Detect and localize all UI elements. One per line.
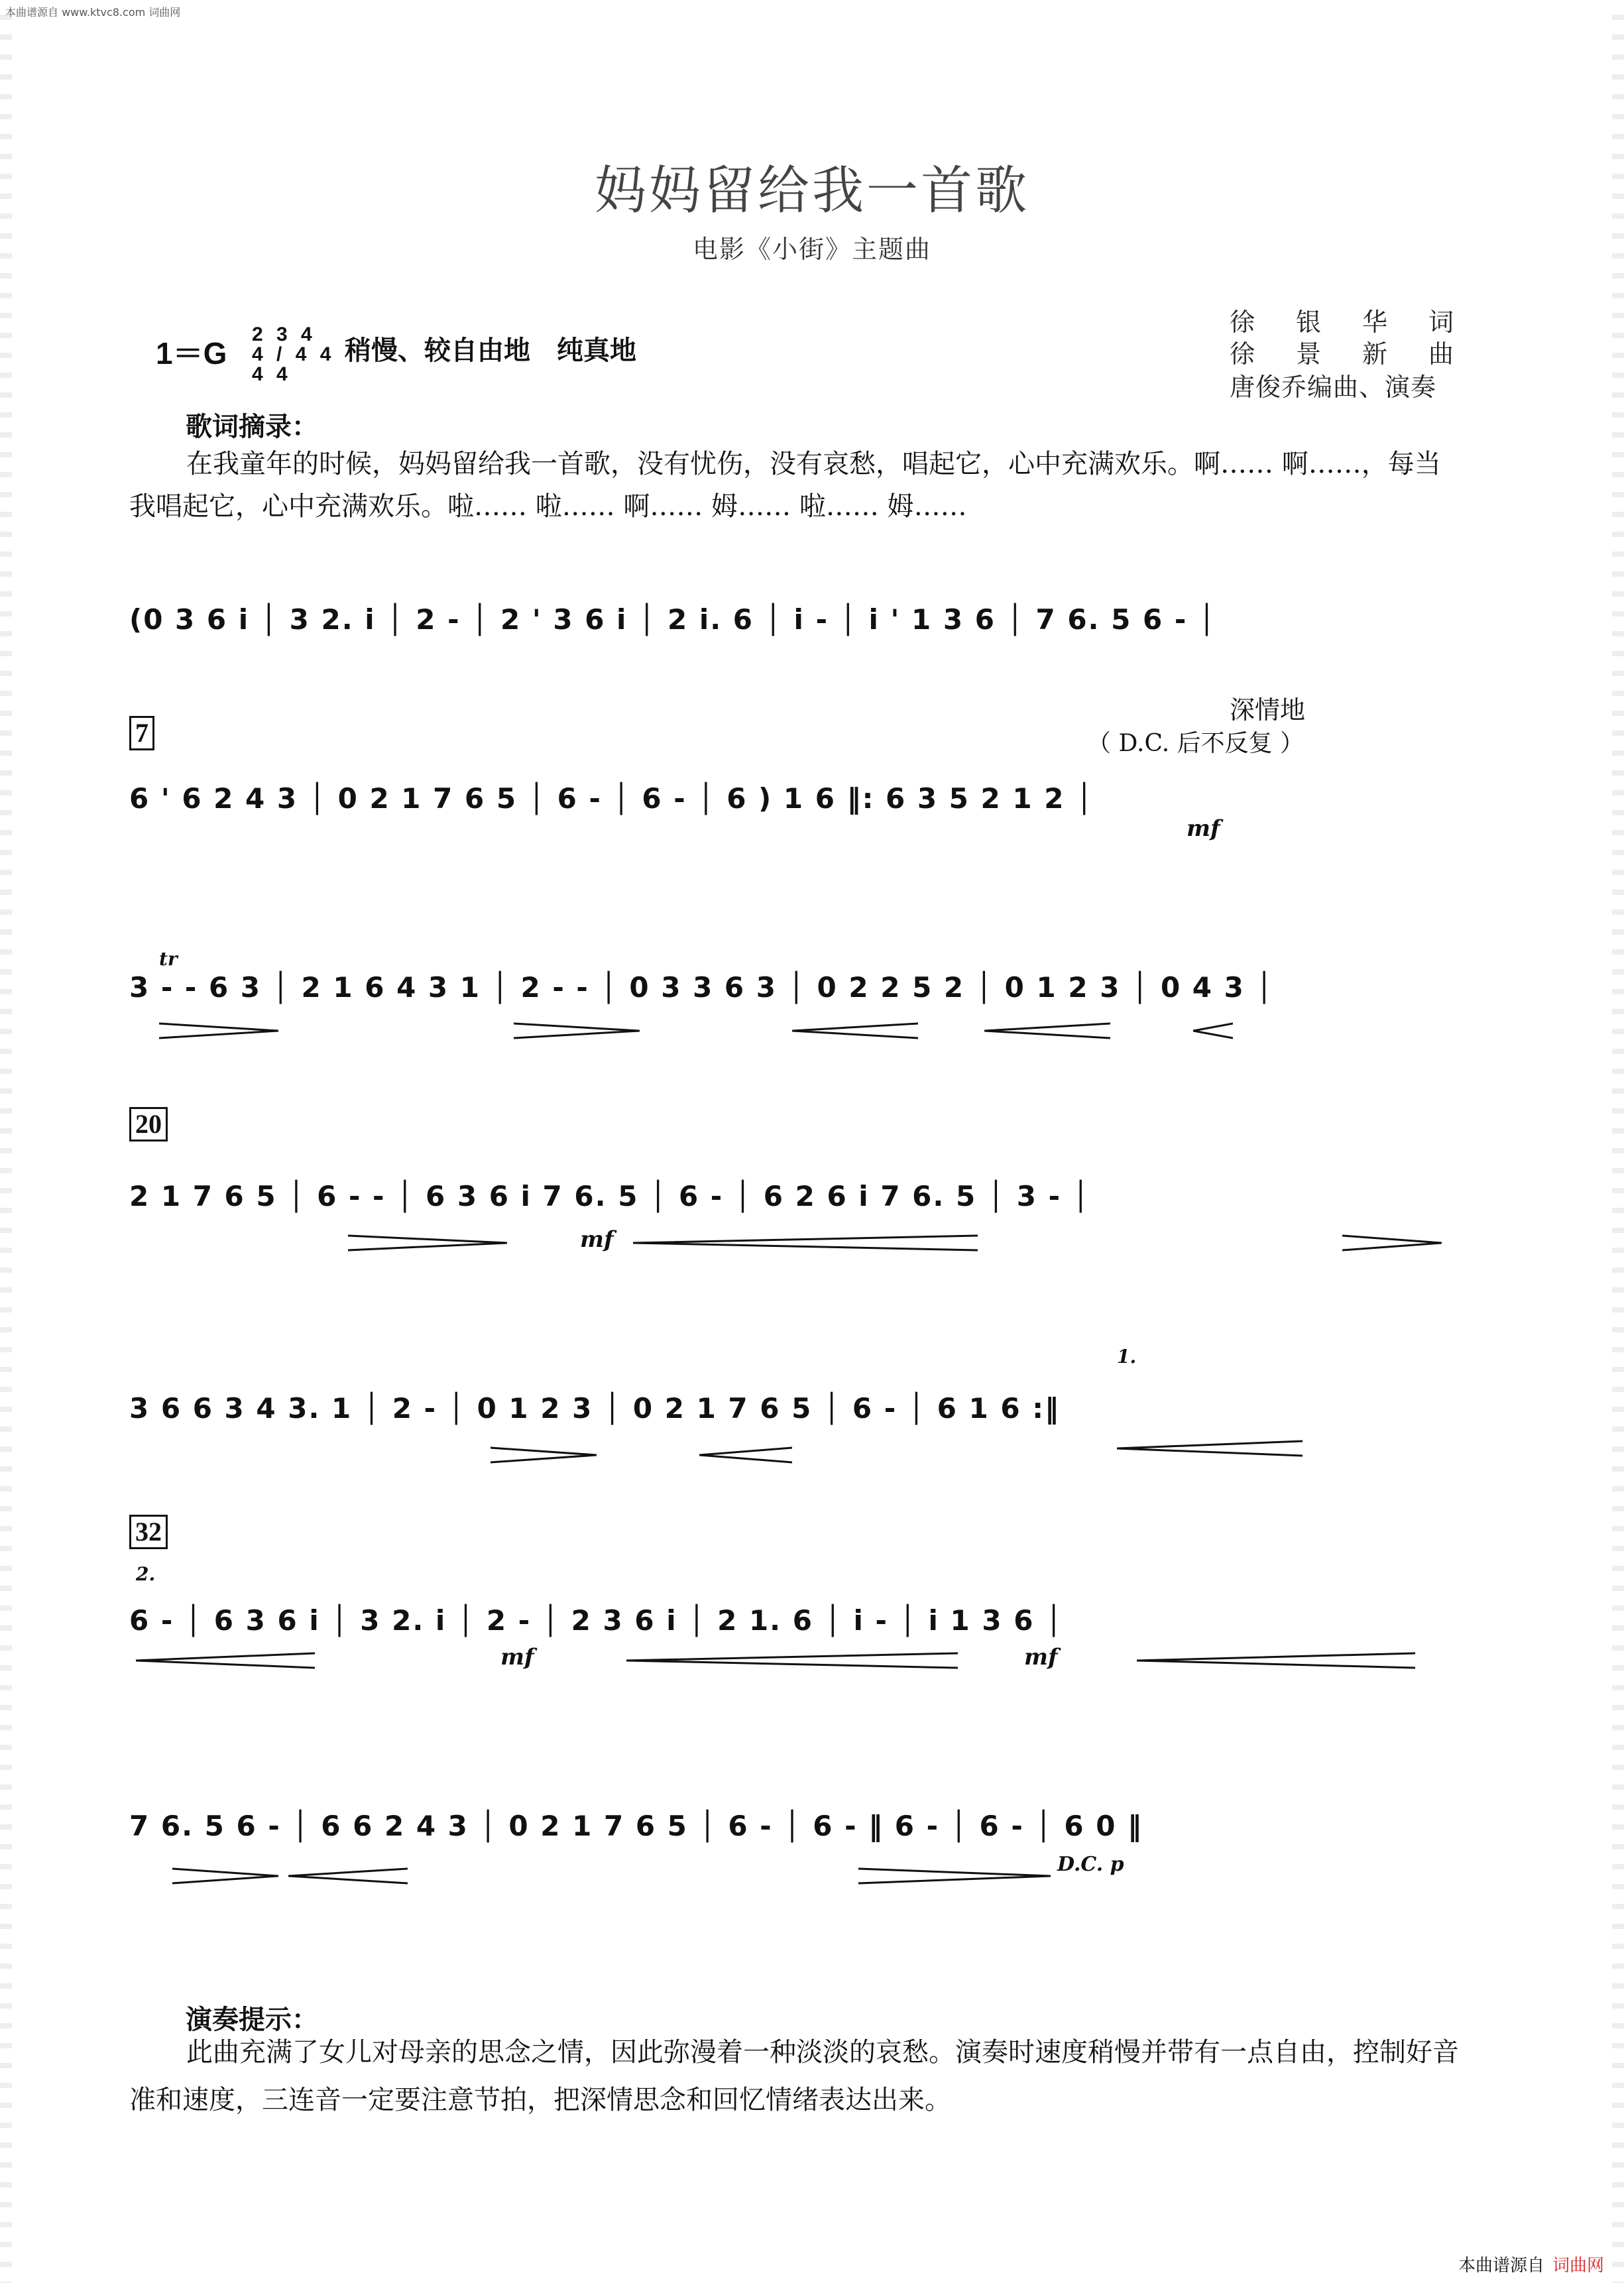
composer-role: 曲: [1428, 339, 1455, 369]
footer-source: [1458, 2252, 1604, 2276]
dynamic-mf: mf: [1187, 815, 1220, 842]
decrescendo-hairpin: [172, 1866, 278, 1886]
score-system-1: [129, 583, 1455, 703]
dynamic-mf: mf: [580, 1226, 614, 1253]
system-5-notes: 3 6 6 3 4 3. 1 │ 2 - │ 0 1 2 3 │ 0 2 1 7 6 5 │ 6 - │ 6 1 6 :‖: [129, 1392, 1061, 1425]
right-margin-strip: [1612, 0, 1624, 2283]
decrescendo-hairpin: [514, 1021, 640, 1041]
crescendo-hairpin: [136, 1651, 315, 1670]
score-system-3: [129, 948, 1455, 1067]
lyrics-heading: 歌词摘录：: [186, 412, 318, 442]
expression-marking: 深情地: [1230, 695, 1306, 725]
trill-mark: tr: [159, 948, 178, 970]
dc-ending: D.C. p: [1057, 1853, 1124, 1876]
composer-name: 徐景新: [1230, 339, 1429, 369]
lyricist-role: 词: [1428, 308, 1455, 337]
crescendo-hairpin: [1117, 1438, 1303, 1458]
footer-brand: 词曲网: [1552, 2256, 1604, 2276]
rehearsal-mark-20: 20: [129, 1107, 168, 1142]
system-1-notes: (0 3 6 i │ 3 2. i │ 2 - │ 2 ' 3 6 i │ 2 i. 6 │ i - │ i ' 1 3 6 │ 7 6. 5 6 - │: [129, 603, 1217, 636]
decrescendo-hairpin: [491, 1445, 597, 1465]
volta-2-label: 2.: [136, 1563, 156, 1585]
crescendo-hairpin: [984, 1021, 1110, 1041]
dynamic-mf: mf: [500, 1644, 534, 1670]
top-watermark: 本曲谱源自 www.ktvc8.com 词曲网: [5, 6, 181, 19]
lyrics-text: 在我童年的时候，妈妈留给我一首歌，没有忧伤，没有哀愁，唱起它，心中充满欢乐。啊…… 啊……，每当我唱起它，心中充满欢乐。啦…… 啦…… 啊…… 姆…… 啦…… 姆……: [129, 449, 1441, 522]
score-system-4: [129, 1140, 1455, 1259]
rehearsal-mark-7: 7: [129, 716, 154, 750]
dc-instruction: （ D.C. 后不反复 ）: [1087, 730, 1305, 757]
footer-source-label: 本曲谱源自: [1458, 2256, 1544, 2276]
decrescendo-hairpin: [1342, 1233, 1442, 1253]
score-system-6: [129, 1551, 1455, 1670]
performance-tips-text: 此曲充满了女儿对母亲的思念之情，因此弥漫着一种淡淡的哀愁。演奏时速度稍慢并带有一点自由，控制好音准和速度，三连音一定要注意节拍，把深情思念和回忆情绪表达出来。: [129, 2037, 1459, 2115]
performance-tips-heading: 演奏提示：: [186, 2005, 318, 2035]
system-6-notes: 6 - │ 6 3 6 i │ 3 2. i │ 2 - │ 2 3 6 i │ 2 1. 6 │ i - │ i 1 3 6 │: [129, 1604, 1064, 1637]
crescendo-hairpin: [792, 1021, 918, 1041]
decrescendo-hairpin: [159, 1021, 278, 1041]
system-2-notes: 6 ' 6 2 4 3 │ 0 2 1 7 6 5 │ 6 - │ 6 - │ 6 ) 1 6 ‖: 6 3 5 2 1 2 │: [129, 782, 1094, 815]
decrescendo-hairpin: [858, 1866, 1051, 1886]
tempo-marking: 稍慢、较自由地 纯真地: [345, 335, 636, 366]
dynamic-mf: mf: [1024, 1644, 1058, 1670]
lyricist-credit: [1230, 302, 1454, 338]
system-7-notes: 7 6. 5 6 - │ 6 6 2 4 3 │ 0 2 1 7 6 5 │ 6 - │ 6 - ‖ 6 - │ 6 - │ 6 0 ‖: [129, 1810, 1143, 1842]
crescendo-hairpin: [1193, 1021, 1233, 1041]
crescendo-hairpin: [699, 1445, 792, 1465]
lyricist-name: 徐银华: [1230, 308, 1429, 337]
crescendo-hairpin: [633, 1233, 978, 1253]
volta-1-label: 1.: [1117, 1346, 1137, 1368]
song-subtitle: 电影《小街》主题曲: [692, 235, 931, 264]
rehearsal-mark-32: 32: [129, 1515, 168, 1549]
left-margin-strip: [0, 0, 12, 2283]
system-3-notes: 3 - - 6 3 │ 2 1 6 4 3 1 │ 2 - - │ 0 3 3 6 3 │ 0 2 2 5 2 │ 0 1 2 3 │ 0 4 3 │: [129, 971, 1274, 1004]
composer-credit: [1230, 333, 1454, 370]
crescendo-hairpin: [288, 1866, 408, 1886]
crescendo-hairpin: [626, 1651, 958, 1670]
crescendo-hairpin: [1137, 1651, 1415, 1670]
score-system-2: [129, 762, 1455, 882]
arranger-credit: 唐俊乔编曲、演奏: [1230, 373, 1437, 402]
key-signature: 1＝G: [156, 336, 227, 371]
song-title: 妈妈留给我一首歌: [594, 161, 1029, 221]
decrescendo-hairpin: [348, 1233, 507, 1253]
time-signatures: 2 3 4 4 / 4 4 4 4: [252, 323, 335, 385]
system-4-notes: 2 1 7 6 5 │ 6 - - │ 6 3 6 i 7 6. 5 │ 6 - │ 6 2 6 i 7 6. 5 │ 3 - │: [129, 1180, 1090, 1212]
score-system-5: [129, 1326, 1455, 1445]
score-system-7: [129, 1737, 1455, 1876]
